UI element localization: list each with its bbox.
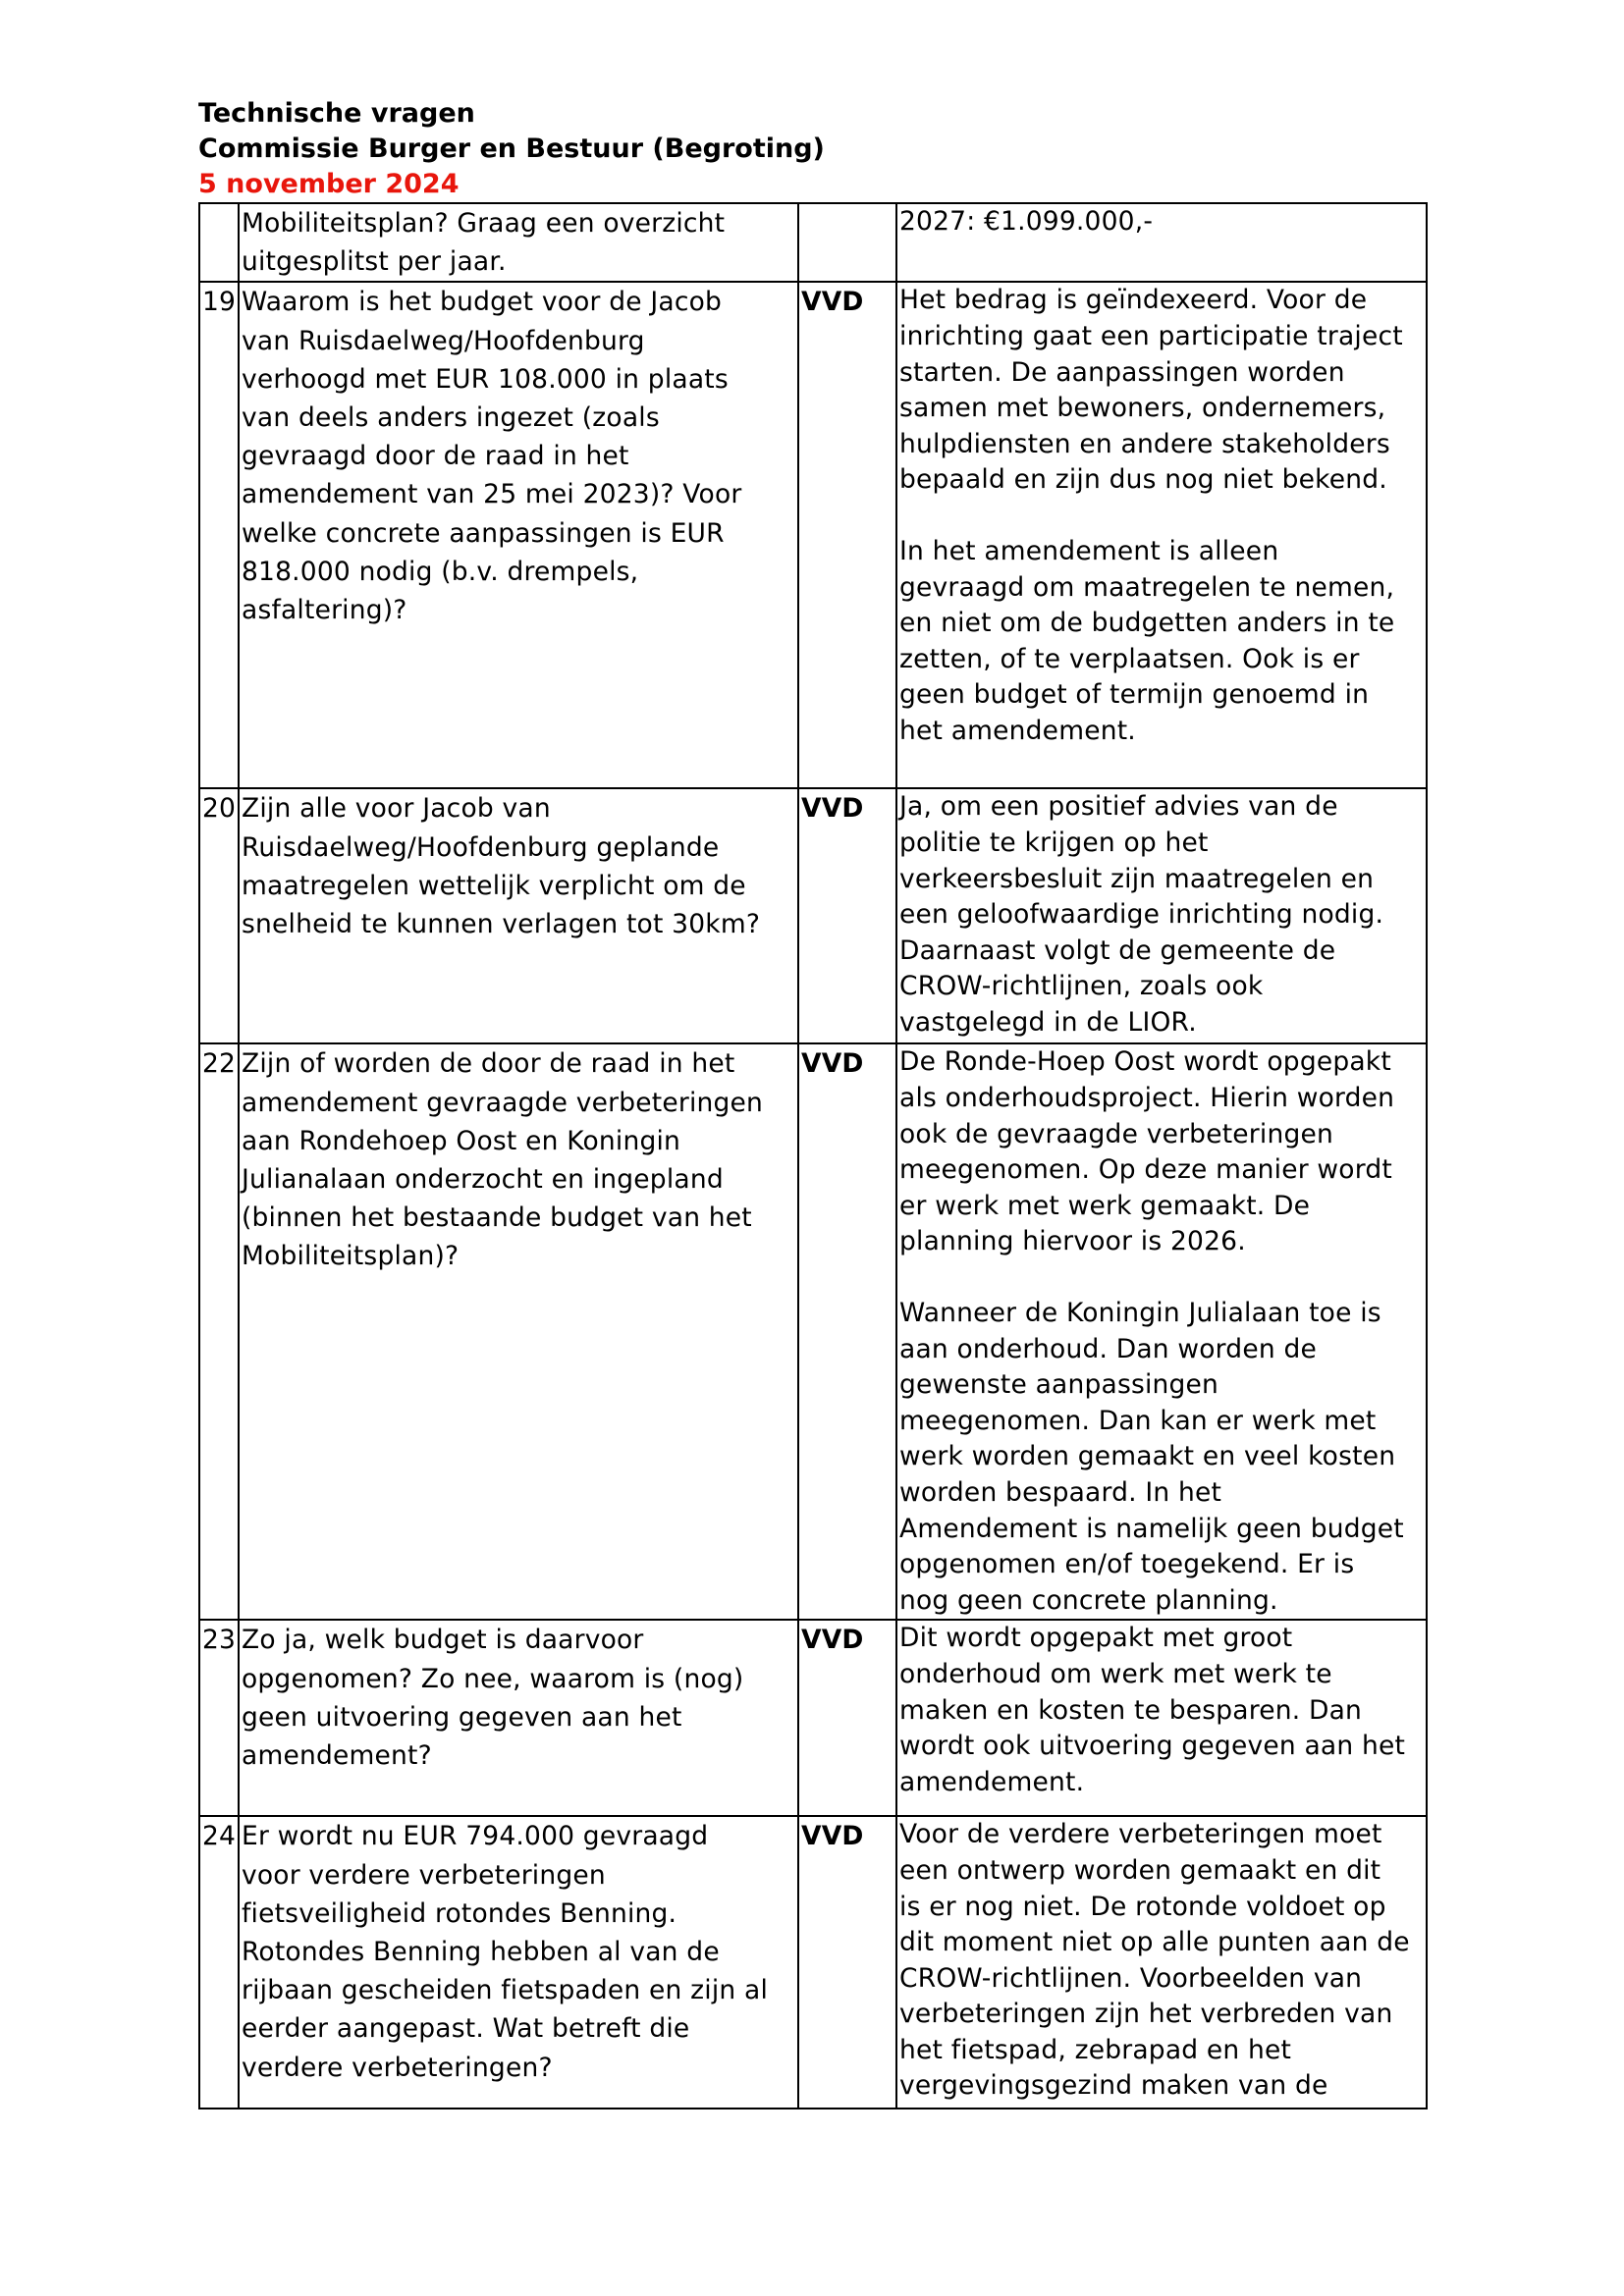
- question-text-body: Mobiliteitsplan? Graag een overzicht uitgesplitst per jaar.: [242, 208, 726, 278]
- question-text-body: Waarom is het budget voor de Jacob van Ruisdaelweg/Hoofdenburg verhoogd met EUR 108.000 in plaats van deels anders ingezet (zoals gevraagd door de raad in het amendement van 25 mei 2023)? Voor welke concrete aanpassingen is EUR 818.000 nodig (b.v. drempels, asfaltering)?: [242, 287, 742, 626]
- answer-paragraph: De Ronde-Hoep Oost wordt opgepakt als onderhoudsproject. Hierin worden ook de gevraagde verbeteringen meegenomen. Op deze manier wordt er werk met werk gemaakt. De planning hiervoor is 2026.: [899, 1046, 1395, 1257]
- questions-table: [198, 202, 1428, 2109]
- answer-text: [896, 788, 1427, 1043]
- answer-paragraph: 2027: €1.099.000,-: [899, 206, 1154, 237]
- table-row: [199, 1043, 1427, 1620]
- answer-text: [896, 1620, 1427, 1816]
- table-row: [199, 1816, 1427, 2109]
- question-number: 22: [199, 1043, 239, 1620]
- answer-text: [896, 1816, 1427, 2109]
- answer-paragraph: Voor de verdere verbeteringen moet een ontwerp worden gemaakt en dit is er nog niet. De rotonde voldoet op dit moment niet op alle punten aan de CROW-richtlijnen. Voorbeelden van verbeteringen zijn het verbreden van het fietspad, zebrapad en het vergevingsgezind maken van de: [899, 1819, 1410, 2102]
- party-label: VVD: [798, 1620, 896, 1816]
- question-text-body: Zijn alle voor Jacob van Ruisdaelweg/Hoofdenburg geplande maatregelen wettelijk verplicht om de snelheid te kunnen verlagen tot 30km?: [242, 793, 761, 940]
- answer-paragraph: Ja, om een positief advies van de politie te krijgen op het verkeersbesluit zijn maatregelen en een geloofwaardige inrichting nodig. Daarnaast volgt de gemeente de CROW-richtlijnen, zoals ook vastgelegd in de LIOR.: [899, 791, 1384, 1038]
- party-label: VVD: [798, 1043, 896, 1620]
- table-row: [199, 203, 1427, 282]
- answer-paragraph: In het amendement is alleen gevraagd om maatregelen te nemen, en niet om de budgetten anders in te zetten, of te verplaatsen. Ook is er geen budget of termijn genoemd in het amendement.: [899, 535, 1395, 746]
- party-label: [798, 203, 896, 282]
- table-row: [199, 1620, 1427, 1816]
- table-row: [199, 788, 1427, 1043]
- answer-text: [896, 282, 1427, 788]
- table-row: [199, 282, 1427, 788]
- question-number: 23: [199, 1620, 239, 1816]
- question-text: [239, 1043, 798, 1620]
- answer-text: [896, 203, 1427, 282]
- question-number: 19: [199, 282, 239, 788]
- document-title: Technische vragen: [198, 98, 475, 129]
- answer-paragraph: Dit wordt opgepakt met groot onderhoud om werk met werk te maken en kosten te besparen. Dan wordt ook uitvoering gegeven aan het amendement.: [899, 1623, 1406, 1797]
- question-number: [199, 203, 239, 282]
- question-text: [239, 282, 798, 788]
- question-text: [239, 788, 798, 1043]
- meeting-date: 5 november 2024: [198, 169, 460, 199]
- question-text-body: Er wordt nu EUR 794.000 gevraagd voor verdere verbeteringen fietsveiligheid rotondes Benning. Rotondes Benning hebben al van de rijbaan gescheiden fietspaden en zijn al eerder aangepast. Wat betreft die verdere verbeteringen?: [242, 1821, 769, 2083]
- question-text: [239, 1816, 798, 2109]
- question-text-body: Zo ja, welk budget is daarvoor opgenomen? Zo nee, waarom is (nog) geen uitvoering gegeven aan het amendement?: [242, 1625, 744, 1771]
- party-label: VVD: [798, 282, 896, 788]
- answer-paragraph: Het bedrag is geïndexeerd. Voor de inrichting gaat een participatie traject starten. De aanpassingen worden samen met bewoners, ondernemers, hulpdiensten en andere stakeholders bepaald en zijn dus nog niet bekend.: [899, 285, 1403, 496]
- question-number: 20: [199, 788, 239, 1043]
- question-number: 24: [199, 1816, 239, 2109]
- document-header: [198, 96, 825, 202]
- question-text-body: Zijn of worden de door de raad in het amendement gevraagde verbeteringen aan Rondehoep Oost en Koningin Julianalaan onderzocht en ingepland (binnen het bestaande budget van het Mobiliteitsplan)?: [242, 1048, 764, 1272]
- question-text: [239, 203, 798, 282]
- party-label: VVD: [798, 1816, 896, 2109]
- answer-text: [896, 1043, 1427, 1620]
- question-text: [239, 1620, 798, 1816]
- answer-paragraph: Wanneer de Koningin Julialaan toe is aan onderhoud. Dan worden de gewenste aanpassingen meegenomen. Dan kan er werk met werk worden gemaakt en veel kosten worden bespaard. In het Amendement is namelijk geen budget opgenomen en/of toegekend. Er is nog geen concrete planning.: [899, 1297, 1404, 1616]
- party-label: VVD: [798, 788, 896, 1043]
- committee-title: Commissie Burger en Bestuur (Begroting): [198, 133, 825, 164]
